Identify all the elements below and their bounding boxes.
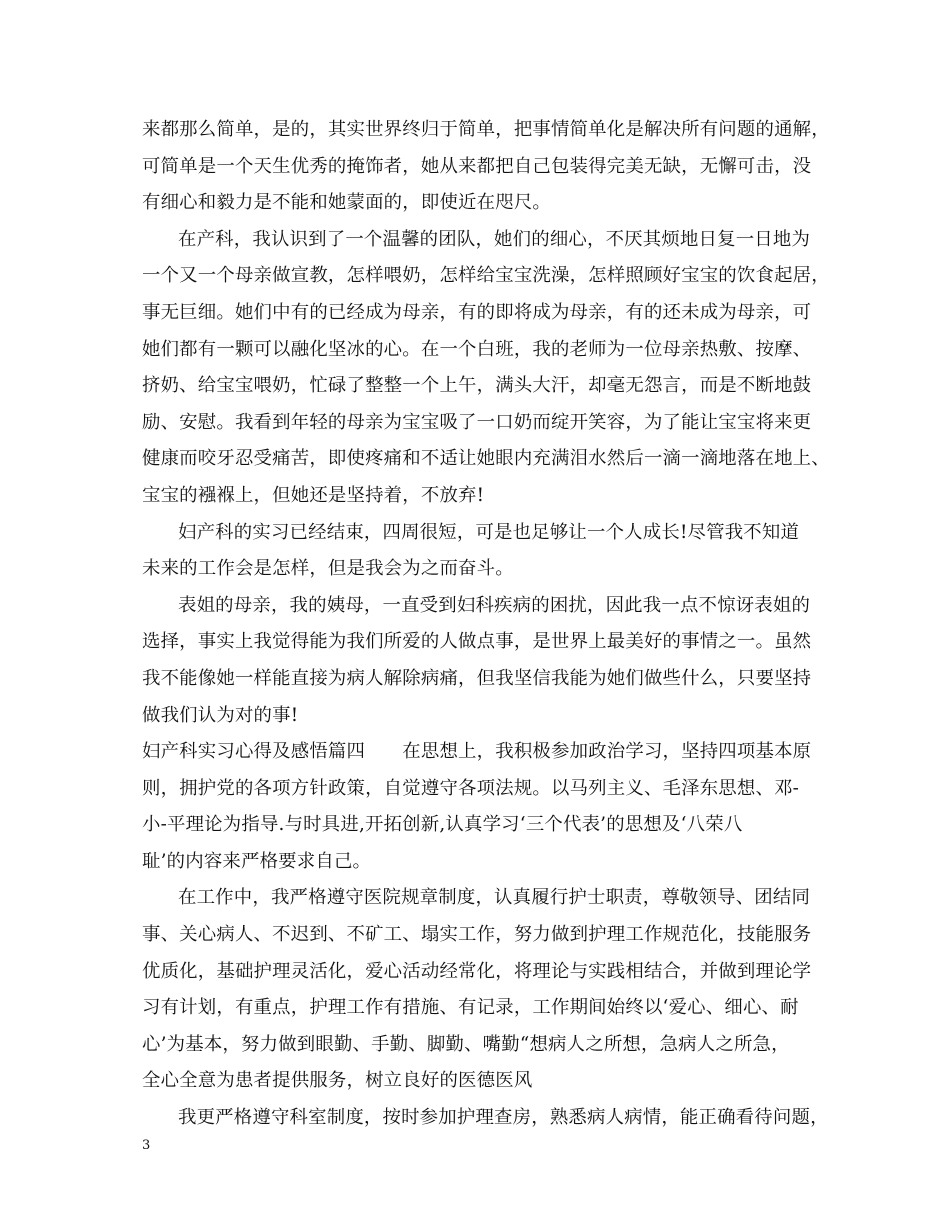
text-line: 小-平理论为指导.与时具进,开拓创新,认真学习‘三个代表’的思想及‘八荣八 bbox=[142, 814, 743, 836]
text-line: 有细心和毅力是不能和她蒙面的，即使近在咫尺。 bbox=[142, 192, 551, 214]
text-line: 优质化，基础护理灵活化，爱心活动经常化，将理论与实践相结合，并做到理论学 bbox=[142, 960, 812, 982]
text-line: 妇产科实习心得及感悟篇四 在思想上，我积极参加政治学习，坚持四项基本原 bbox=[142, 741, 812, 763]
document-body bbox=[142, 112, 832, 1137]
text-line: 我更严格遵守科室制度，按时参加护理查房，熟悉病人病情，能正确看待问题， bbox=[178, 1107, 829, 1129]
text-line: 励、安慰。我看到年轻的母亲为宝宝吸了一口奶而绽开笑容，为了能让宝宝将来更 bbox=[142, 411, 812, 433]
text-line: 来都那么简单，是的，其实世界终归于简单，把事情简单化是解决所有问题的通解， bbox=[142, 119, 830, 140]
text-line: 她们都有一颗可以融化坚冰的心。在一个白班，我的老师为一位母亲热敷、按摩、 bbox=[142, 338, 812, 360]
text-line: 事无巨细。她们中有的已经成为母亲，有的即将成为母亲，有的还未成为母亲，可 bbox=[142, 301, 812, 323]
text-line: 习有计划，有重点，护理工作有措施、有记录，工作期间始终以‘爱心、细心、耐 bbox=[142, 997, 799, 1019]
text-line: 健康而咬牙忍受痛苦，即使疼痛和不适让她眼内充满泪水然后一滴一滴地落在地上、 bbox=[142, 448, 830, 470]
text-line: 在工作中，我严格遵守医院规章制度，认真履行护士职责，尊敬领导、团结同 bbox=[178, 887, 811, 909]
text-line: 全心全意为患者提供服务，树立良好的医德医风 bbox=[142, 1070, 533, 1092]
text-line: 宝宝的襁褓上，但她还是坚持着，不放弃! bbox=[142, 484, 485, 506]
text-line: 妇产科的实习已经结束，四周很短，可是也足够让一个人成长!尽管我不知道 bbox=[178, 521, 800, 543]
text-line: 做我们认为对的事! bbox=[142, 704, 299, 726]
text-line: 选择，事实上我觉得能为我们所爱的人做点事，是世界上最美好的事情之一。虽然 bbox=[142, 631, 812, 653]
text-line: 事、关心病人、不迟到、不矿工、塌实工作，努力做到护理工作规范化，技能服务 bbox=[142, 924, 812, 946]
text-line: 我不能像她一样能直接为病人解除病痛，但我坚信我能为她们做些什么，只要坚持 bbox=[142, 667, 812, 689]
text-line: 在产科，我认识到了一个温馨的团队，她们的细心，不厌其烦地日复一日地为 bbox=[178, 228, 811, 250]
text-line: 则，拥护党的各项方针政策，自觉遵守各项法规。以马列主义、毛泽东思想、邓- bbox=[142, 777, 800, 799]
text-line: 可简单是一个天生优秀的掩饰者，她从来都把自己包装得完美无缺，无懈可击，没 bbox=[142, 155, 812, 177]
text-line: 未来的工作会是怎样，但是我会为之而奋斗。 bbox=[142, 558, 514, 580]
text-line: 耻’的内容来严格要求自己。 bbox=[142, 850, 372, 872]
text-line: 挤奶、给宝宝喂奶，忙碌了整整一个上午，满头大汗，却毫无怨言，而是不断地鼓 bbox=[142, 375, 812, 397]
text-line: 一个又一个母亲做宣教，怎样喂奶，怎样给宝宝洗澡，怎样照顾好宝宝的饮食起居， bbox=[142, 265, 830, 287]
text-line: 心’为基本，努力做到眼勤、手勤、脚勤、嘴勤“想病人之所想，急病人之所急， bbox=[142, 1033, 790, 1055]
page-number: 3 bbox=[142, 1138, 151, 1153]
text-line: 表姐的母亲，我的姨母，一直受到妇科疾病的困扰，因此我一点不惊讶表姐的 bbox=[178, 594, 811, 616]
